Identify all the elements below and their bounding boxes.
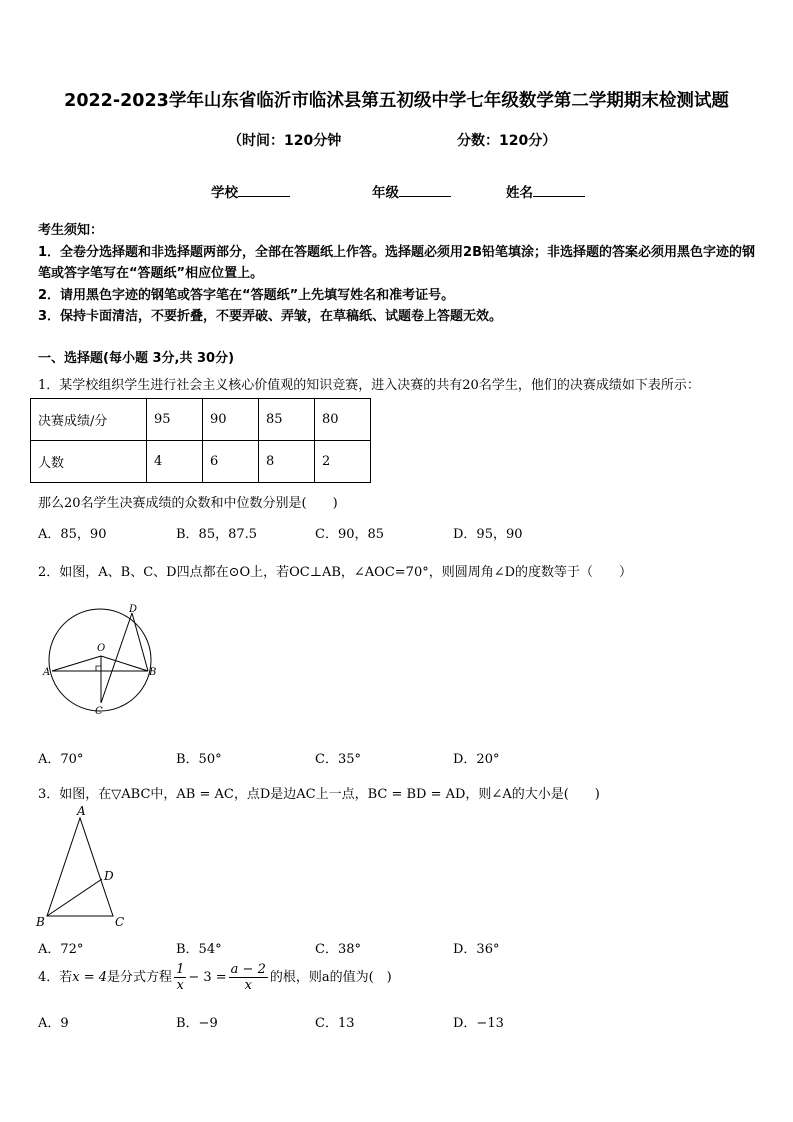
table-cell: 90: [203, 399, 259, 441]
q3-stem: 3．如图，在▽ABC中，AB = AC，点D是边AC上一点，BC = BD = AD，则∠A的大小是( ): [38, 787, 600, 802]
grade-blank[interactable]: [399, 184, 451, 197]
label-b: B: [149, 667, 157, 678]
option-a[interactable]: A．70°: [38, 752, 84, 767]
option-d[interactable]: D．95，90: [453, 527, 523, 542]
score-label: 分数：120分）: [457, 133, 557, 149]
table-cell: 人数: [31, 441, 147, 483]
option-d[interactable]: D．36°: [453, 942, 500, 957]
q4-suffix: 的根，则a的值为( ): [269, 970, 392, 985]
right-angle-mark: [96, 666, 101, 671]
option-b[interactable]: B．50°: [176, 752, 222, 767]
notice-block: [38, 220, 760, 328]
notice-heading: 考生须知：: [38, 223, 104, 238]
table-cell: 2: [315, 441, 371, 483]
option-c[interactable]: C．35°: [315, 752, 361, 767]
option-a[interactable]: A．85，90: [38, 527, 107, 542]
fraction-2-numerator: a − 2: [230, 962, 266, 977]
option-b[interactable]: B．54°: [176, 942, 222, 957]
school-field: [211, 181, 290, 201]
segment-db: [132, 613, 148, 671]
fraction-1: [174, 962, 186, 993]
q4-stem: [38, 962, 392, 993]
label-b: B: [36, 915, 45, 929]
fraction-1-numerator: 1: [176, 962, 185, 977]
q2-stem: 2．如图，A、B、C、D四点都在⊙O上，若OC⊥AB，∠AOC=70°，则圆周角∠D的度数等于（ ）: [38, 565, 633, 580]
page-title: 2022-2023学年山东省临沂市临沭县第五初级中学七年级数学第二学期期末检测试题: [64, 91, 729, 111]
segment-ob: [101, 656, 148, 671]
option-d[interactable]: D．20°: [453, 752, 500, 767]
table-cell: 85: [259, 399, 315, 441]
q4-mid: 是分式方程: [107, 970, 173, 985]
name-blank[interactable]: [533, 184, 585, 197]
section-title: 一、选择题(每小题 3分,共 30分): [38, 351, 235, 366]
circle-o: [49, 609, 151, 711]
triangle-abc: [47, 818, 113, 916]
fraction-2-denominator: x: [244, 978, 252, 993]
notice-item: 1．全卷分选择题和非选择题两部分，全部在答题纸上作答。选择题必须用2B铅笔填涂；非选择题的答案必须用黑色字迹的钢笔或答字笔写在“答题纸”相应位置上。: [38, 244, 756, 281]
fraction-2: [229, 962, 268, 993]
label-d: D: [129, 604, 138, 615]
label-o: O: [97, 643, 106, 654]
time-label: （时间：120分钟: [228, 133, 342, 149]
q1-question: 那么20名学生决赛成绩的众数和中位数分别是( ): [38, 496, 338, 511]
table-cell: 8: [259, 441, 315, 483]
name-label: 姓名: [506, 185, 533, 201]
grade-label: 年级: [372, 185, 399, 201]
option-b[interactable]: B．−9: [176, 1016, 218, 1031]
name-field: [506, 181, 585, 201]
table-cell: 6: [203, 441, 259, 483]
school-blank[interactable]: [238, 184, 290, 197]
option-c[interactable]: C．13: [315, 1016, 355, 1031]
table-cell: 95: [147, 399, 203, 441]
triangle-figure: [33, 803, 133, 931]
option-c[interactable]: C．38°: [315, 942, 361, 957]
table-row: [31, 441, 371, 483]
q4-prefix: 4．若: [38, 970, 73, 985]
notice-item: 2．请用黑色字迹的钢笔或答字笔在“答题纸”上先填写姓名和准考证号。: [38, 287, 455, 303]
option-c[interactable]: C．90，85: [315, 527, 385, 542]
label-a: A: [43, 667, 51, 678]
option-a[interactable]: A．9: [38, 1016, 69, 1031]
table-cell: 80: [315, 399, 371, 441]
label-d: D: [104, 869, 114, 883]
option-b[interactable]: B．85，87.5: [176, 527, 258, 542]
label-c: C: [115, 915, 125, 929]
score-table: [30, 398, 371, 483]
table-row: [31, 399, 371, 441]
label-c: C: [95, 706, 103, 717]
segment-oa: [52, 656, 101, 671]
q4-minus: − 3 =: [188, 970, 227, 985]
q4-condition: x = 4: [72, 970, 108, 985]
notice-item: 3．保持卡面清洁，不要折叠，不要弄破、弄皱，在草稿纸、试题卷上答题无效。: [38, 309, 503, 324]
circle-figure: [38, 600, 168, 722]
fraction-1-denominator: x: [176, 978, 184, 993]
option-a[interactable]: A．72°: [38, 942, 84, 957]
q1-stem: 1．某学校组织学生进行社会主义核心价值观的知识竞赛，进入决赛的共有20名学生，他们的决赛成绩如下表所示：: [38, 378, 700, 393]
school-label: 学校: [211, 185, 238, 201]
label-a: A: [77, 804, 86, 818]
segment-bd: [47, 879, 102, 916]
option-d[interactable]: D．−13: [453, 1016, 504, 1031]
table-cell: 4: [147, 441, 203, 483]
grade-field: [372, 181, 451, 201]
table-cell: 决赛成绩/分: [31, 399, 147, 441]
